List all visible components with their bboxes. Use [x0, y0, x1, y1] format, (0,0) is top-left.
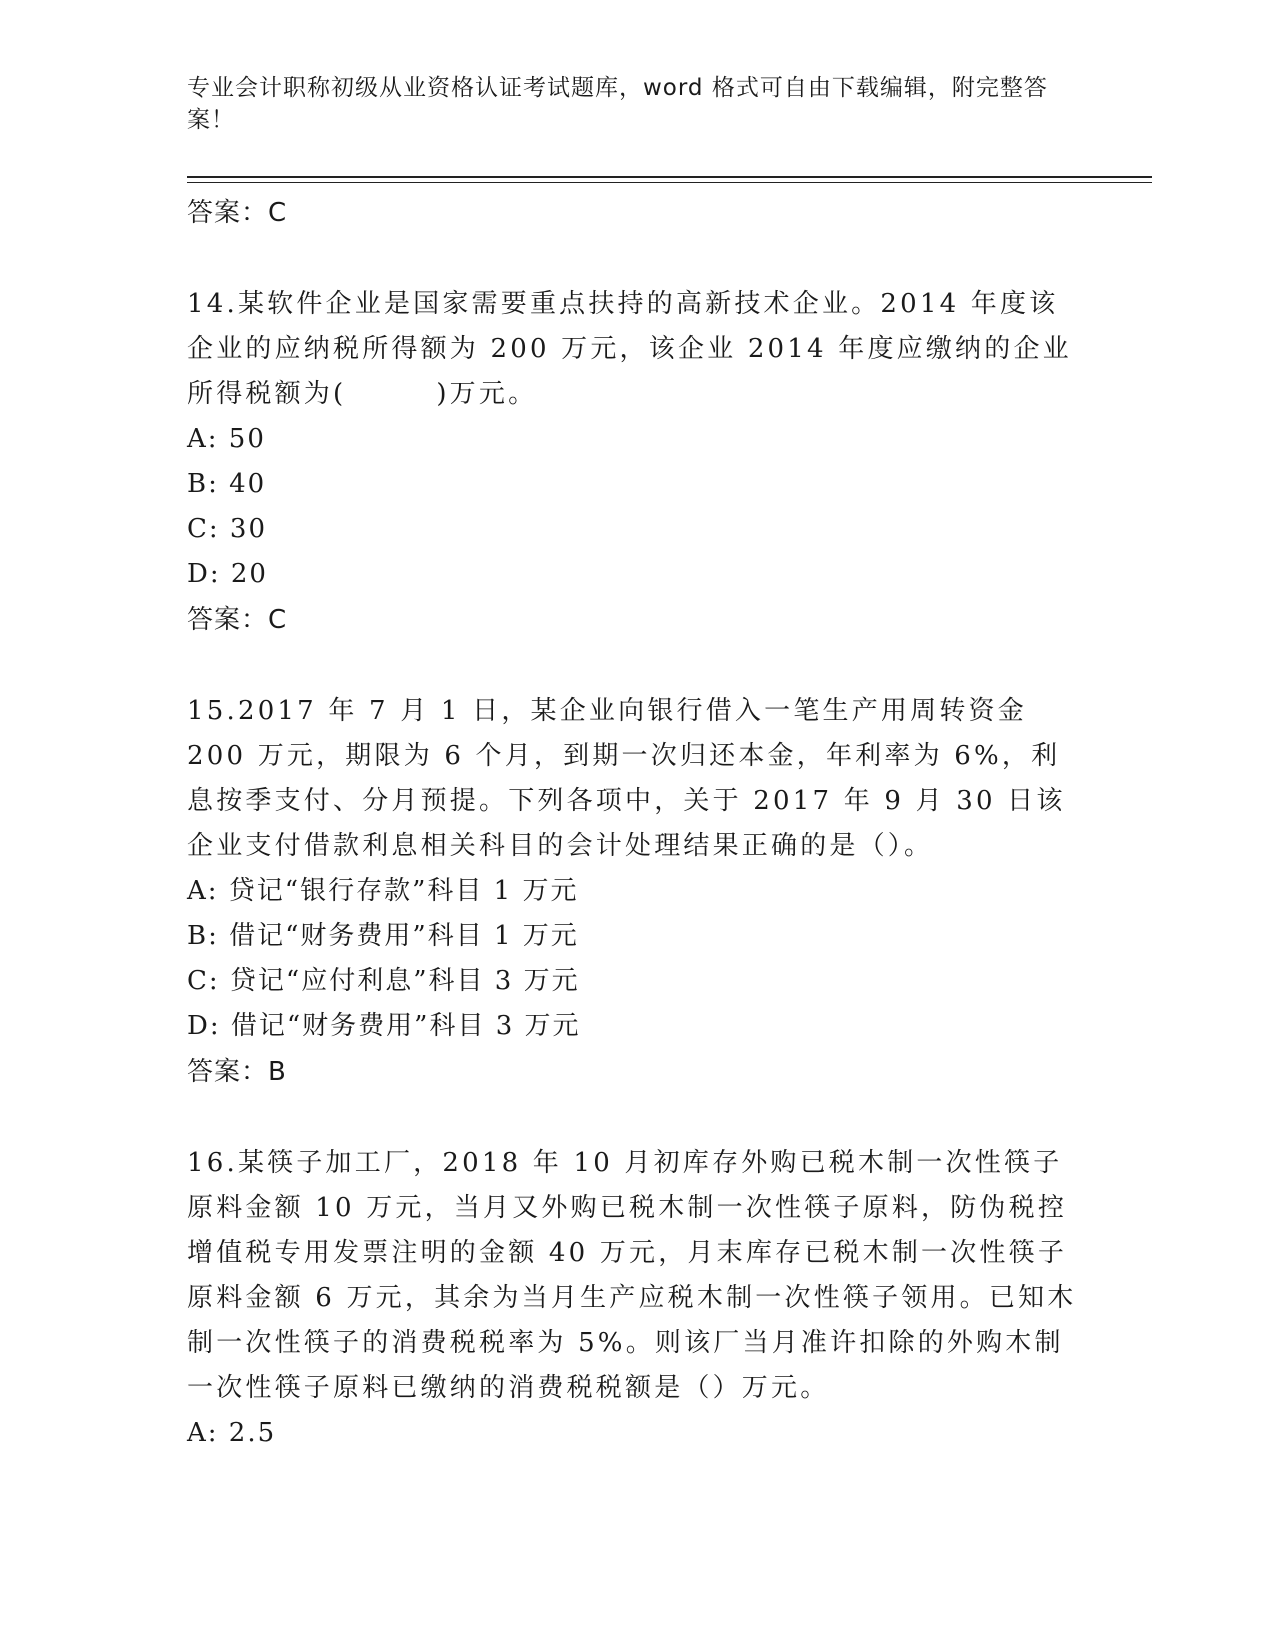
question-15-option-c: C: 贷记“应付利息”科目 3 万元 [187, 966, 580, 996]
question-15-option-a: A: 贷记“银行存款”科目 1 万元 [187, 876, 579, 906]
question-16-option-a: A: 2.5 [187, 1418, 277, 1448]
spacer [187, 1095, 1087, 1141]
answer-15: 答案：B [187, 1057, 287, 1087]
question-14-option-d: D: 20 [187, 559, 268, 589]
answer-14: 答案：C [187, 605, 288, 635]
question-15: 15.2017 年 7 月 1 日，某企业向银行借入一笔生产用周转资金 200 万元，期限为 6 个月，到期一次归还本金，年利率为 6%，利息按季支付、分月预提。下列各项中，关于 2017 年 9 月 30 日该企业支付借款利息相关科目的会计处理结果正确的是（）。 [187, 696, 1066, 861]
question-14 [187, 282, 1087, 417]
question-14-option-a: A: 50 [187, 424, 266, 454]
header-divider-thin [187, 182, 1152, 183]
question-14-text: 14.某软件企业是国家需要重点扶持的高新技术企业。2014 年度该企业的应纳税所得额为 200 万元，该企业 2014 年度应缴纳的企业所得税额为( [187, 289, 1072, 409]
question-16: 16.某筷子加工厂，2018 年 10 月初库存外购已税木制一次性筷子原料金额 10 万元，当月又外购已税木制一次性筷子原料，防伪税控增值税专用发票注明的金额 40 万元，月末库存已税木制一次性筷子原料金额 6 万元，其余为当月生产应税木制一次性筷子领用。已知木制一次性筷子的消费税税率为 5%。则该厂当月准许扣除的外购木制一次性筷子原料已缴纳的消费税税额是（）万元。 [187, 1148, 1077, 1403]
header-note: 专业会计职称初级从业资格认证考试题库，word 格式可自由下载编辑，附完整答案！ [187, 75, 1048, 133]
question-14-option-b: B: 40 [187, 469, 267, 499]
spacer [187, 643, 1087, 689]
exam-content [187, 190, 1087, 1456]
question-14-text-end: )万元。 [436, 379, 538, 409]
question-15-option-d: D: 借记“财务费用”科目 3 万元 [187, 1011, 581, 1041]
question-14-option-c: C: 30 [187, 514, 268, 544]
spacer [187, 236, 1087, 282]
header-divider [187, 176, 1152, 178]
answer-13: 答案：C [187, 198, 288, 228]
question-15-option-b: B: 借记“财务费用”科目 1 万元 [187, 921, 579, 951]
